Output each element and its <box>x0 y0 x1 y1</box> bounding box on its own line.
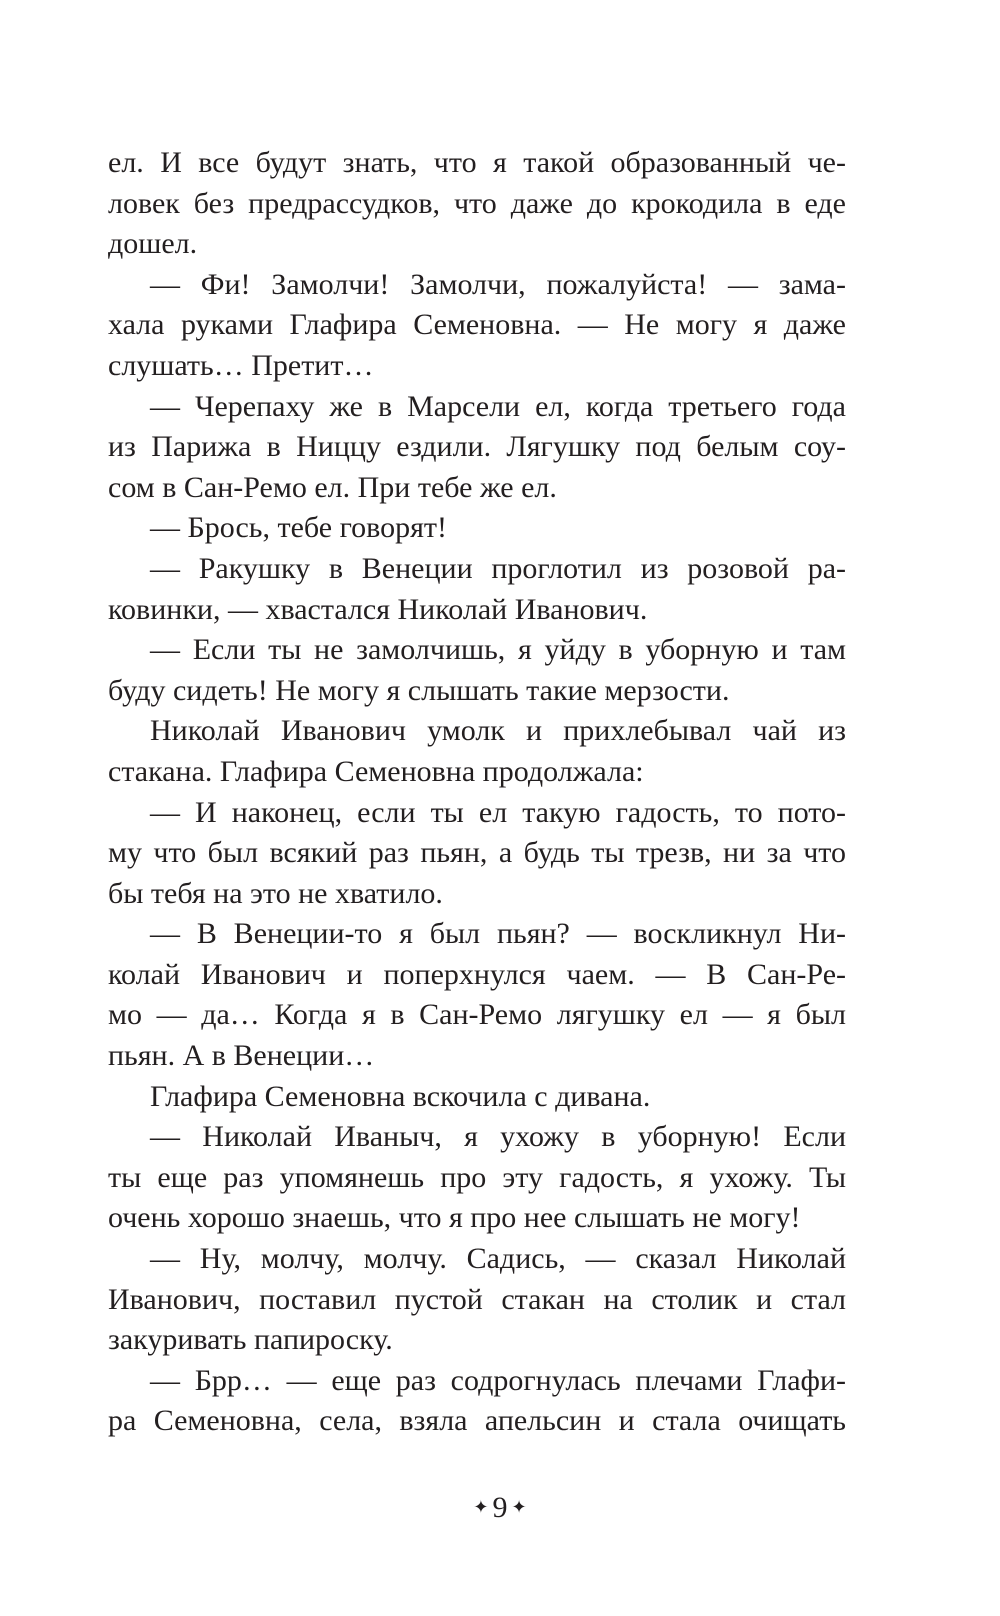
text-line: слушать… Претит… <box>108 348 374 382</box>
text-line: дошел. <box>108 227 198 261</box>
text-line: ковинки, — хвастался Николай Иванович. <box>108 592 648 626</box>
text-line: — Черепаху же в Марсели ел, когда третьего года <box>150 389 846 423</box>
text-line: — Брось, тебе говорят! <box>150 511 447 545</box>
ornament-right-icon: ✦ <box>511 1497 527 1517</box>
text-line: Иванович, поставил пустой стакан на столик и стал <box>108 1282 846 1316</box>
text-line: очень хорошо знаешь, что я про нее слышать не могу! <box>108 1201 801 1235</box>
page-number: 9 <box>492 1491 508 1524</box>
ornament-left-icon: ✦ <box>473 1497 489 1517</box>
text-line: хала руками Глафира Семеновна. — Не могу я даже <box>108 308 846 342</box>
text-line: — Фи! Замолчи! Замолчи, пожалуйста! — зама- <box>150 267 846 301</box>
text-line: Николай Иванович умолк и прихлебывал чай из <box>150 714 846 748</box>
text-line: — Николай Иваныч, я ухожу в уборную! Если <box>150 1120 846 1154</box>
text-line: мо — да… Когда я в Сан-Ремо лягушку ел — я был <box>108 998 846 1032</box>
text-line: закуривать папироску. <box>108 1323 393 1357</box>
text-line: бы тебя на это не хватило. <box>108 876 443 910</box>
text-line: — И наконец, если ты ел такую гадость, то пото- <box>150 795 846 829</box>
text-line: ел. И все будут знать, что я такой образованный че- <box>108 146 846 179</box>
text-line: — Если ты не замолчишь, я уйду в уборную и там <box>150 633 846 667</box>
text-line: — В Венеции-то я был пьян? — воскликнул Ни- <box>150 917 846 951</box>
text-line: буду сидеть! Не могу я слышать такие мерзости. <box>108 673 730 707</box>
text-line: Глафира Семеновна вскочила с дивана. <box>150 1079 651 1113</box>
text-line: — Ракушку в Венеции проглотил из розовой ра- <box>150 551 846 585</box>
text-line: ра Семеновна, села, взяла апельсин и стала очищать <box>108 1404 846 1438</box>
text-line: — Брр… — еще раз содрогнулась плечами Глафи- <box>150 1363 846 1397</box>
text-line: стакана. Глафира Семеновна продолжала: <box>108 754 644 788</box>
text-line: ты еще раз упомянешь про эту гадость, я ухожу. Ты <box>108 1160 846 1194</box>
text-line: из Парижа в Ниццу ездили. Лягушку под белым соу- <box>108 430 846 464</box>
page-body <box>108 143 846 1442</box>
text-line: — Ну, молчу, молчу. Садись, — сказал Николай <box>150 1242 846 1276</box>
text-line: колай Иванович и поперхнулся чаем. — В Сан-Ре- <box>108 957 846 991</box>
text-line: ловек без предрассудков, что даже до крокодила в еде <box>108 186 846 220</box>
text-line: сом в Сан-Ремо ел. При тебе же ел. <box>108 470 557 504</box>
text-line: му что был всякий раз пьян, а будь ты трезв, ни за что <box>108 836 846 870</box>
text-line: пьян. А в Венеции… <box>108 1039 375 1073</box>
page-footer <box>0 1490 1000 1525</box>
